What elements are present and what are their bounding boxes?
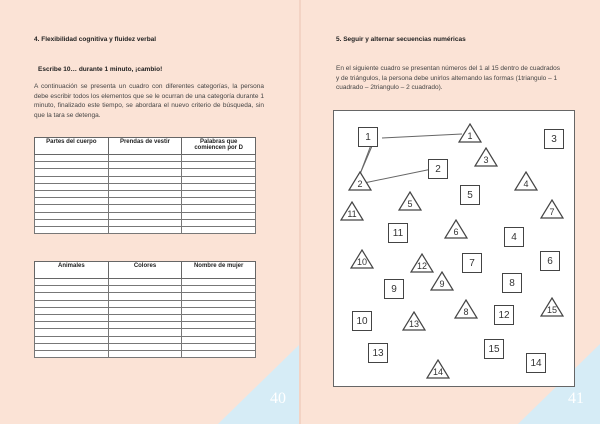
table-row xyxy=(35,329,256,336)
triangle-number-2[interactable] xyxy=(348,171,372,191)
triangle-label: 9 xyxy=(439,279,445,289)
writing-cell[interactable] xyxy=(35,293,109,300)
table-row xyxy=(35,176,256,183)
writing-cell[interactable] xyxy=(35,314,109,321)
square-number-8[interactable]: 8 xyxy=(502,273,522,293)
triangle-label: 3 xyxy=(483,155,489,165)
square-number-15[interactable]: 15 xyxy=(484,339,504,359)
writing-cell[interactable] xyxy=(182,155,256,162)
square-number-12[interactable]: 12 xyxy=(494,305,514,325)
table-row xyxy=(35,155,256,162)
triangle-number-14[interactable] xyxy=(426,359,450,379)
writing-cell[interactable] xyxy=(108,190,182,197)
column-header: Animales xyxy=(35,262,109,279)
writing-cell[interactable] xyxy=(182,279,256,286)
writing-cell[interactable] xyxy=(182,169,256,176)
triangle-number-13[interactable] xyxy=(402,311,426,331)
triangle-label: 7 xyxy=(549,207,555,217)
connector-line xyxy=(364,169,432,183)
triangle-number-12[interactable] xyxy=(410,253,434,273)
table-row xyxy=(35,350,256,357)
writing-cell[interactable] xyxy=(182,219,256,226)
writing-cell[interactable] xyxy=(182,198,256,205)
writing-cell[interactable] xyxy=(35,226,109,233)
connector-line xyxy=(382,134,462,138)
writing-cell[interactable] xyxy=(108,343,182,350)
triangle-label: 6 xyxy=(453,227,459,237)
instructions: En el siguiente cuadro se presentan números del 1 al 15 dentro de cuadrados y de triángulos, la persona debe unirlos alternando las formas (1triangulo – 1 cuadrado – 2triangulo – 2 cuadrado). xyxy=(336,65,561,92)
table-row xyxy=(35,198,256,205)
table-row xyxy=(35,286,256,293)
triangle-number-1[interactable] xyxy=(458,123,482,143)
right-page xyxy=(300,0,600,424)
writing-cell[interactable] xyxy=(35,183,109,190)
table-row xyxy=(35,343,256,350)
table-row xyxy=(35,162,256,169)
triangle-number-3[interactable] xyxy=(474,147,498,167)
section-title: 5. Seguir y alternar secuencias numéricas xyxy=(336,36,466,43)
triangle-number-7[interactable] xyxy=(540,199,564,219)
square-number-9[interactable]: 9 xyxy=(384,279,404,299)
square-number-6[interactable]: 6 xyxy=(540,251,560,271)
writing-cell[interactable] xyxy=(35,336,109,343)
triangle-label: 15 xyxy=(546,305,557,315)
triangle-label: 1 xyxy=(467,131,473,141)
writing-cell[interactable] xyxy=(35,169,109,176)
writing-cell[interactable] xyxy=(182,176,256,183)
writing-cell[interactable] xyxy=(182,336,256,343)
writing-cell[interactable] xyxy=(182,350,256,357)
writing-cell[interactable] xyxy=(35,279,109,286)
section-title: 4. Flexibilidad cognitiva y fluidez verbal xyxy=(34,36,157,43)
triangle-label: 10 xyxy=(356,257,367,267)
triangle-number-4[interactable] xyxy=(514,171,538,191)
square-number-2[interactable]: 2 xyxy=(428,159,448,179)
writing-cell[interactable] xyxy=(182,293,256,300)
writing-cell[interactable] xyxy=(35,205,109,212)
writing-cell[interactable] xyxy=(108,183,182,190)
writing-cell[interactable] xyxy=(35,307,109,314)
writing-cell[interactable] xyxy=(35,286,109,293)
writing-cell[interactable] xyxy=(108,219,182,226)
writing-cell[interactable] xyxy=(35,300,109,307)
triangle-number-10[interactable] xyxy=(350,249,374,269)
instructions: A continuación se presenta un cuadro con diferentes categorías, la persona debe escribir todos los elementos que se le ocurran de una categoría durante 1 minuto, finalizado este tiempo, se abordara el nuevo criterio de búsqueda, sin que la tara se detenga. xyxy=(34,83,264,119)
column-header: Palabras que comiencen por D xyxy=(182,138,256,155)
page-number: 40 xyxy=(270,390,286,407)
table-row xyxy=(35,300,256,307)
table-row xyxy=(35,183,256,190)
writing-cell[interactable] xyxy=(182,205,256,212)
writing-cell[interactable] xyxy=(182,183,256,190)
triangle-number-6[interactable] xyxy=(444,219,468,239)
writing-cell[interactable] xyxy=(182,322,256,329)
writing-cell[interactable] xyxy=(35,162,109,169)
number-sequence-puzzle xyxy=(333,110,575,387)
exercise-title: Escribe 10… durante 1 minuto, ¡cambio! xyxy=(38,66,163,73)
writing-cell[interactable] xyxy=(108,322,182,329)
triangle-label: 2 xyxy=(357,179,363,189)
writing-cell[interactable] xyxy=(182,329,256,336)
column-header: Prendas de vestir xyxy=(108,138,182,155)
writing-cell[interactable] xyxy=(108,205,182,212)
triangle-label: 12 xyxy=(416,261,427,271)
writing-cell[interactable] xyxy=(108,279,182,286)
writing-cell[interactable] xyxy=(108,329,182,336)
triangle-label: 11 xyxy=(347,209,357,219)
writing-cell[interactable] xyxy=(108,162,182,169)
writing-cell[interactable] xyxy=(35,343,109,350)
writing-cell[interactable] xyxy=(35,219,109,226)
table-row xyxy=(35,307,256,314)
writing-cell[interactable] xyxy=(35,329,109,336)
writing-cell[interactable] xyxy=(35,212,109,219)
table-row xyxy=(35,190,256,197)
triangle-number-5[interactable] xyxy=(398,191,422,211)
table-row xyxy=(35,314,256,321)
table-row xyxy=(35,322,256,329)
categories-table-2 xyxy=(34,261,256,358)
writing-cell[interactable] xyxy=(108,286,182,293)
writing-cell[interactable] xyxy=(182,162,256,169)
writing-cell[interactable] xyxy=(182,226,256,233)
writing-cell[interactable] xyxy=(108,155,182,162)
square-number-11[interactable]: 11 xyxy=(388,223,408,243)
triangle-label: 4 xyxy=(523,179,529,189)
triangle-label: 5 xyxy=(407,199,413,209)
writing-cell[interactable] xyxy=(35,176,109,183)
writing-cell[interactable] xyxy=(182,190,256,197)
writing-cell[interactable] xyxy=(108,300,182,307)
writing-cell[interactable] xyxy=(182,343,256,350)
writing-cell[interactable] xyxy=(108,212,182,219)
writing-cell[interactable] xyxy=(108,350,182,357)
writing-cell[interactable] xyxy=(108,293,182,300)
writing-cell[interactable] xyxy=(35,350,109,357)
square-number-7[interactable]: 7 xyxy=(462,253,482,273)
table-row xyxy=(35,226,256,233)
table-row xyxy=(35,279,256,286)
table-row xyxy=(35,293,256,300)
writing-cell[interactable] xyxy=(182,300,256,307)
triangle-label: 8 xyxy=(463,307,469,317)
square-number-5[interactable]: 5 xyxy=(460,185,480,205)
writing-cell[interactable] xyxy=(108,169,182,176)
triangle-number-8[interactable] xyxy=(454,299,478,319)
triangle-number-15[interactable] xyxy=(540,297,564,317)
triangle-number-11[interactable] xyxy=(340,201,364,221)
writing-cell[interactable] xyxy=(108,307,182,314)
categories-table-1 xyxy=(34,137,256,234)
square-number-14[interactable]: 14 xyxy=(526,353,546,373)
writing-cell[interactable] xyxy=(35,322,109,329)
table-row xyxy=(35,169,256,176)
triangle-label: 13 xyxy=(408,319,419,329)
square-number-1[interactable]: 1 xyxy=(358,127,378,147)
writing-cell[interactable] xyxy=(35,198,109,205)
writing-cell[interactable] xyxy=(108,336,182,343)
writing-cell[interactable] xyxy=(182,212,256,219)
square-number-3[interactable]: 3 xyxy=(544,129,564,149)
writing-cell[interactable] xyxy=(182,286,256,293)
triangle-number-9[interactable] xyxy=(430,271,454,291)
writing-cell[interactable] xyxy=(108,176,182,183)
page-number: 41 xyxy=(568,390,584,407)
table-row xyxy=(35,212,256,219)
column-header: Nombre de mujer xyxy=(182,262,256,279)
square-number-10[interactable]: 10 xyxy=(352,311,372,331)
writing-cell[interactable] xyxy=(108,226,182,233)
column-header: Partes del cuerpo xyxy=(35,138,109,155)
square-number-13[interactable]: 13 xyxy=(368,343,388,363)
triangle-label: 14 xyxy=(432,367,443,377)
table-row xyxy=(35,336,256,343)
table-row xyxy=(35,205,256,212)
writing-cell[interactable] xyxy=(35,190,109,197)
writing-cell[interactable] xyxy=(182,314,256,321)
writing-cell[interactable] xyxy=(35,155,109,162)
writing-cell[interactable] xyxy=(108,314,182,321)
table-row xyxy=(35,219,256,226)
writing-cell[interactable] xyxy=(108,198,182,205)
column-header: Colores xyxy=(108,262,182,279)
square-number-4[interactable]: 4 xyxy=(504,227,524,247)
writing-cell[interactable] xyxy=(182,307,256,314)
